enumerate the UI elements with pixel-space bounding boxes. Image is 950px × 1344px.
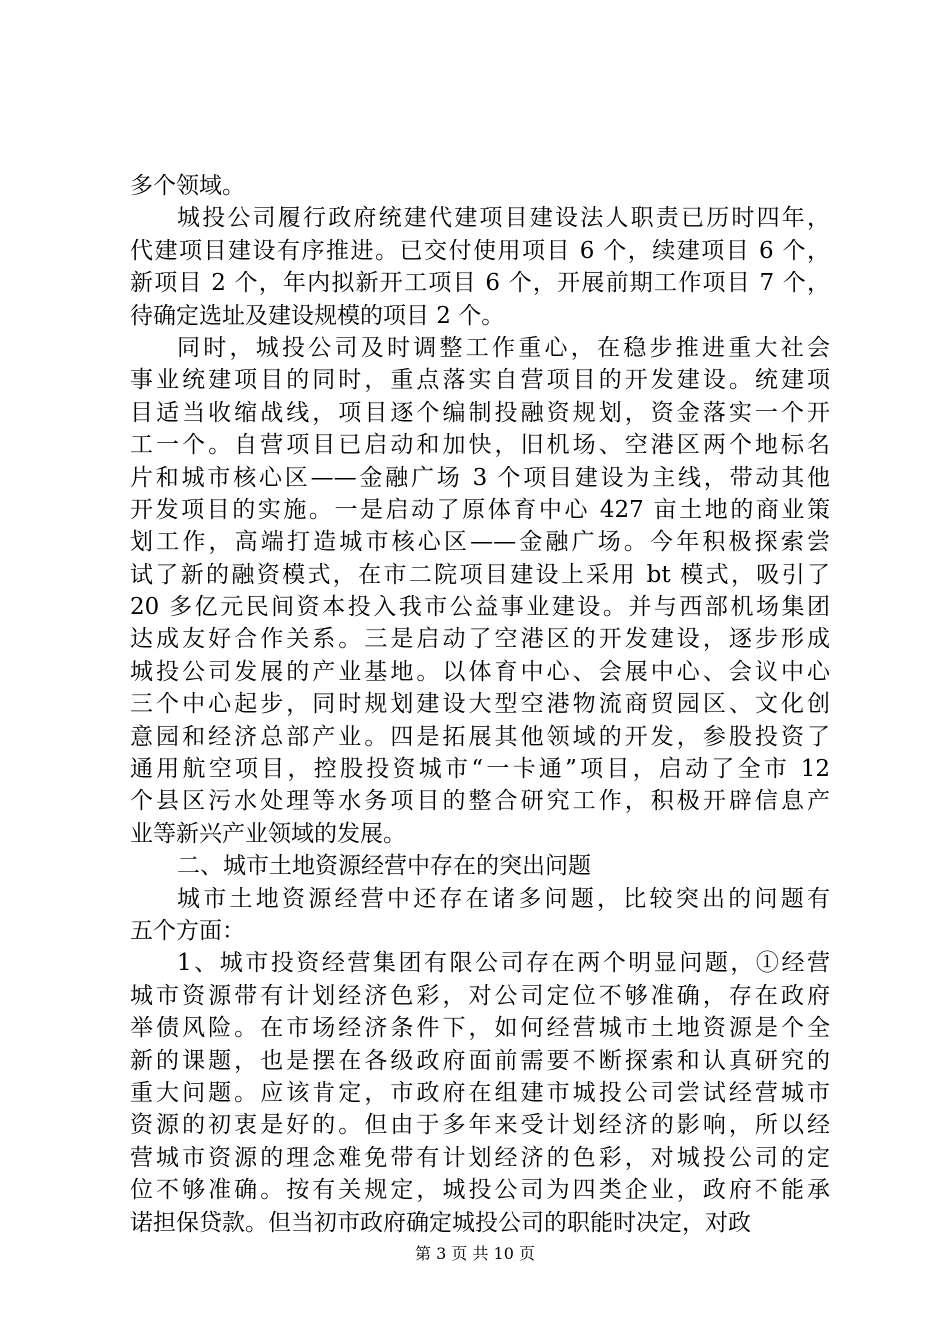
paragraph <box>130 850 830 882</box>
text-line: 开发项目的实施。一是启动了原体育中心 427 亩土地的商业策 <box>130 496 830 523</box>
text-line: 片和城市核心区——金融广场 3 个项目建设为主线，带动其他 <box>130 464 830 491</box>
text-line: 城市资源带有计划经济色彩，对公司定位不够准确，存在政府 <box>130 982 830 1009</box>
document-body <box>130 170 830 1239</box>
text-line: 五个方面： <box>130 917 245 944</box>
text-line: 举债风险。在市场经济条件下，如何经营城市土地资源是个全 <box>130 1015 830 1042</box>
paragraph <box>130 170 830 202</box>
text-line: 通用航空项目，控股投资城市“一卡通”项目，启动了全市 12 <box>130 756 830 783</box>
text-line: 20 多亿元民间资本投入我市公益事业建设。并与西部机场集团 <box>130 594 830 621</box>
text-line: 多个领域。 <box>130 173 245 199</box>
text-line: 业等新兴产业领域的发展。 <box>130 820 406 847</box>
text-line: 位不够准确。按有关规定，城投公司为四类企业，政府不能承 <box>130 1177 830 1204</box>
text-line: 同时，城投公司及时调整工作重心，在稳步推进重大社会 <box>177 334 830 361</box>
text-line: 1、城市投资经营集团有限公司存在两个明显问题，①经营 <box>177 950 830 977</box>
text-line: 营城市资源的理念难免带有计划经济的色彩，对城投公司的定 <box>130 1144 830 1171</box>
text-line: 划工作，高端打造城市核心区——金融广场。今年积极探索尝 <box>130 529 830 556</box>
text-line: 意园和经济总部产业。四是拓展其他领域的开发，参股投资了 <box>130 723 830 750</box>
text-line: 待确定选址及建设规模的项目 2 个。 <box>130 302 505 329</box>
paragraph <box>130 883 830 948</box>
paragraph <box>130 947 830 1239</box>
text-line: 资源的初衷是好的。但由于多年来受计划经济的影响，所以经 <box>130 1112 830 1139</box>
text-line: 达成友好合作关系。三是启动了空港区的开发建设，逐步形成 <box>130 626 830 653</box>
text-line: 新项目 2 个，年内拟新开工项目 6 个，开展前期工作项目 7 个， <box>130 270 830 297</box>
paragraph <box>130 332 830 850</box>
paragraph <box>130 202 830 332</box>
text-line: 二、城市土地资源经营中存在的突出问题 <box>177 853 591 880</box>
text-line: 城投公司发展的产业基地。以体育中心、会展中心、会议中心 <box>130 658 830 685</box>
text-line: 新的课题，也是摆在各级政府面前需要不断探索和认真研究的 <box>130 1047 830 1074</box>
text-line: 重大问题。应该肯定，市政府在组建市城投公司尝试经营城市 <box>130 1079 830 1106</box>
text-line: 城投公司履行政府统建代建项目建设法人职责已历时四年， <box>177 205 830 232</box>
text-line: 目适当收缩战线，项目逐个编制投融资规划，资金落实一个开 <box>130 399 830 426</box>
text-line: 代建项目建设有序推进。已交付使用项目 6 个，续建项目 6 个， <box>130 237 830 264</box>
text-line: 个县区污水处理等水务项目的整合研究工作，积极开辟信息产 <box>130 788 830 815</box>
text-line: 城市土地资源经营中还存在诸多问题，比较突出的问题有 <box>177 885 830 912</box>
text-line: 工一个。自营项目已启动和加快，旧机场、空港区两个地标名 <box>130 432 830 459</box>
text-line: 事业统建项目的同时，重点落实自营项目的开发建设。统建项 <box>130 367 830 394</box>
text-line: 三个中心起步，同时规划建设大型空港物流商贸园区、文化创 <box>130 691 830 718</box>
text-line: 试了新的融资模式，在市二院项目建设上采用 bt 模式，吸引了 <box>130 561 830 588</box>
page-footer: 第 3 页 共 10 页 <box>415 1244 535 1263</box>
text-line: 诺担保贷款。但当初市政府确定城投公司的职能时决定，对政 <box>130 1209 751 1236</box>
